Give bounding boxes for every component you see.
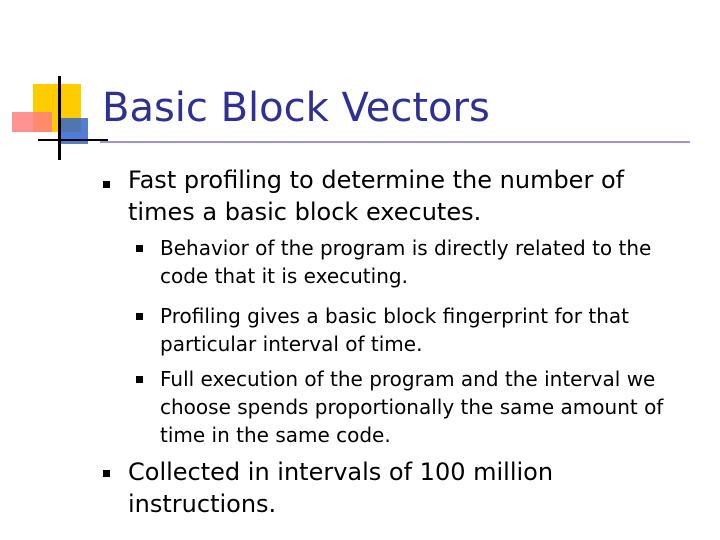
bullet-marker	[103, 181, 110, 188]
slide-title: Basic Block Vectors	[102, 85, 490, 131]
logo-horizontal-line	[38, 139, 108, 141]
bullet-collected-intervals: Collected in intervals of 100 million instructions.	[128, 458, 554, 518]
sub-bullet-marker	[136, 376, 143, 383]
logo-vertical-line	[58, 76, 61, 160]
sub-bullet-fingerprint: Profiling gives a basic block fingerprint for that particular interval of time.	[160, 304, 629, 356]
sub-bullet-full-execution: Full execution of the program and the interval we choose spends proportionally the same amount of time in the same code.	[160, 367, 664, 447]
sub-bullet-marker	[136, 313, 143, 320]
bullet-fast-profiling: Fast profiling to determine the number of times a basic block executes.	[128, 166, 625, 226]
sub-bullet-marker	[136, 245, 143, 252]
sub-bullet-behavior: Behavior of the program is directly related to the code that it is executing.	[160, 236, 652, 288]
bullet-marker	[103, 470, 110, 477]
logo-pink-square	[12, 112, 52, 132]
slide-logo	[0, 0, 110, 170]
title-underline	[100, 141, 690, 143]
